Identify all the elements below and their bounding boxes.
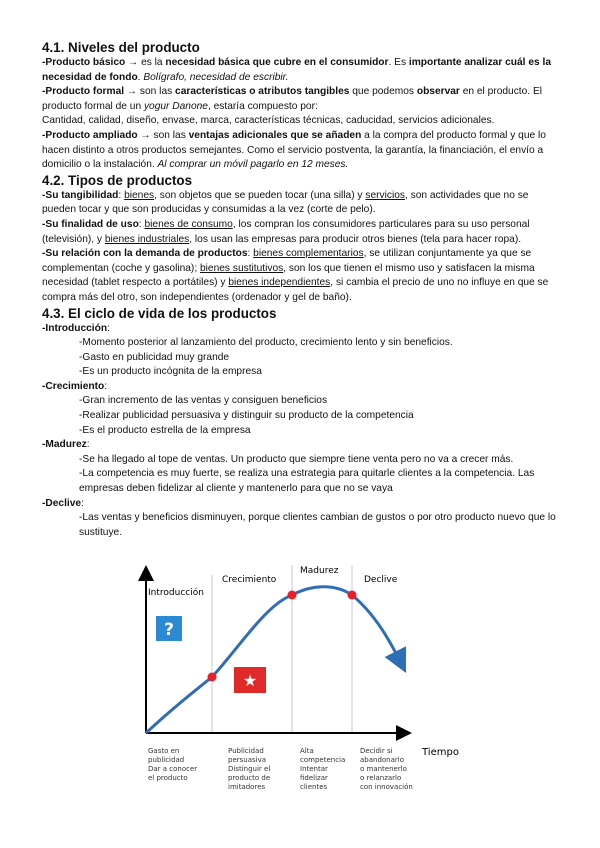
intro-item: -Gasto en publicidad muy grande	[79, 351, 230, 363]
note: Gasto en	[148, 747, 180, 755]
transition-dot	[288, 591, 297, 600]
note: producto de	[228, 774, 271, 782]
phase-notes	[148, 747, 413, 791]
fase-declive: -Declive:	[42, 497, 84, 509]
x-axis-label: Tiempo	[422, 747, 459, 758]
note: fidelizar	[300, 774, 328, 782]
question-glyph: ?	[164, 620, 174, 640]
intro-item: -Es un producto incógnita de la empresa	[79, 366, 262, 378]
tipo-relacion: -Su relación con la demanda de productos: bienes complementarios, se utilizan conjuntamente ya que se complementan (coche y gasolina); bienes sustitutivos, son los que tienen el mismo uso y satisfacen la misma necesidad (tablet respecto a portátiles) y bienes independientes, si cambia el precio de uno no influye en que se compra más del otro, son independientes (ordenador y gel de baño).	[42, 248, 549, 303]
fase-introduccion: -Introducción:	[42, 322, 110, 334]
fase-madurez: -Madurez:	[42, 439, 90, 451]
note: Alta	[300, 747, 314, 755]
producto-formal: -Producto formal → son las características o atributos tangibles que podemos observar en el producto. El producto formal de un yogur Danone, estaría compuesto por:	[42, 86, 543, 112]
lifecycle-chart	[136, 565, 476, 830]
note: imitadores	[228, 783, 266, 791]
tipo-tangibilidad: -Su tangibilidad: bienes, son objetos que se pueden tocar (una silla) y servicios, son actividades que no se pueden tocar y que son producidas y consumidas a la vez (corte de pelo).	[42, 189, 529, 216]
note: Distinguir el	[228, 765, 271, 773]
note: el producto	[148, 774, 188, 782]
note: o mantenerlo	[360, 765, 407, 773]
note: Dar a conocer	[148, 765, 198, 773]
note: Intentar	[300, 765, 328, 773]
transition-dot	[348, 591, 357, 600]
mad-item: -La competencia es muy fuerte, se realiza una estrategia para quitarle clientes a la competencia. Las empresas deben fidelizar al cliente y mantenerlo para que no se vaya	[79, 468, 535, 495]
note: persuasiva	[228, 756, 267, 764]
dec-item: -Las ventas y beneficios disminuyen, porque clientes cambian de gustos o por otro producto nuevo que lo sustituye.	[79, 512, 556, 538]
note: clientes	[300, 783, 328, 791]
note: o relanzarlo	[360, 774, 402, 782]
note: Publicidad	[228, 747, 264, 755]
producto-basico: -Producto básico → es la necesidad básica que cubre en el consumidor. Es importante analizar cuál es la necesidad de fondo. Bolígrafo, necesidad de escribir.	[42, 57, 552, 83]
crec-item: -Realizar publicidad persuasiva y distinguir su producto de la competencia	[79, 410, 414, 422]
phase-label: Madurez	[300, 566, 339, 576]
tipo-finalidad: -Su finalidad de uso: bienes de consumo, los compran los consumidores particulares para su uso personal (televisión), y bienes industriales, los usan las empresas para producir otros bienes (tela para hacer ropa).	[42, 218, 530, 245]
producto-ampliado: -Producto ampliado → son las ventajas adicionales que se añaden a la compra del producto formal y que lo hacen distinto a otros productos semejantes. Como el servicio postventa, la garantía, la financiación, el envío a domicilio o la instalación. Al comprar un móvil pagarlo en 12 meses.	[42, 129, 546, 171]
note: publicidad	[148, 756, 185, 764]
note: abandonarlo	[360, 756, 405, 764]
fase-crecimiento: -Crecimiento:	[42, 380, 108, 392]
sales-curve	[146, 587, 402, 733]
crec-item: -Gran incremento de las ventas y consiguen beneficios	[79, 395, 328, 407]
note: competencia	[300, 756, 346, 764]
star-glyph: ★	[242, 671, 258, 690]
document-page	[42, 40, 562, 540]
heading-4-2: 4.2. Tipos de productos	[42, 172, 193, 188]
heading-4-1: 4.1. Niveles del producto	[42, 40, 200, 55]
producto-formal-list: Cantidad, calidad, diseño, envase, marca, características técnicas, caducidad, servicios adicionales.	[42, 115, 495, 127]
heading-4-3: 4.3. El ciclo de vida de los productos	[42, 305, 277, 321]
transition-dot	[208, 673, 217, 682]
phase-label: Declive	[364, 575, 398, 585]
crec-item: -Es el producto estrella de la empresa	[79, 424, 251, 436]
phase-label: Crecimiento	[222, 575, 277, 585]
intro-item: -Momento posterior al lanzamiento del producto, crecimiento lento y sin beneficios.	[79, 337, 453, 349]
mad-item: -Se ha llegado al tope de ventas. Un producto que siempre tiene venta pero no va a crecer más.	[79, 453, 514, 465]
note: Decidir si	[360, 747, 393, 755]
note: con innovación	[360, 783, 413, 791]
phase-label: Introducción	[148, 588, 204, 598]
